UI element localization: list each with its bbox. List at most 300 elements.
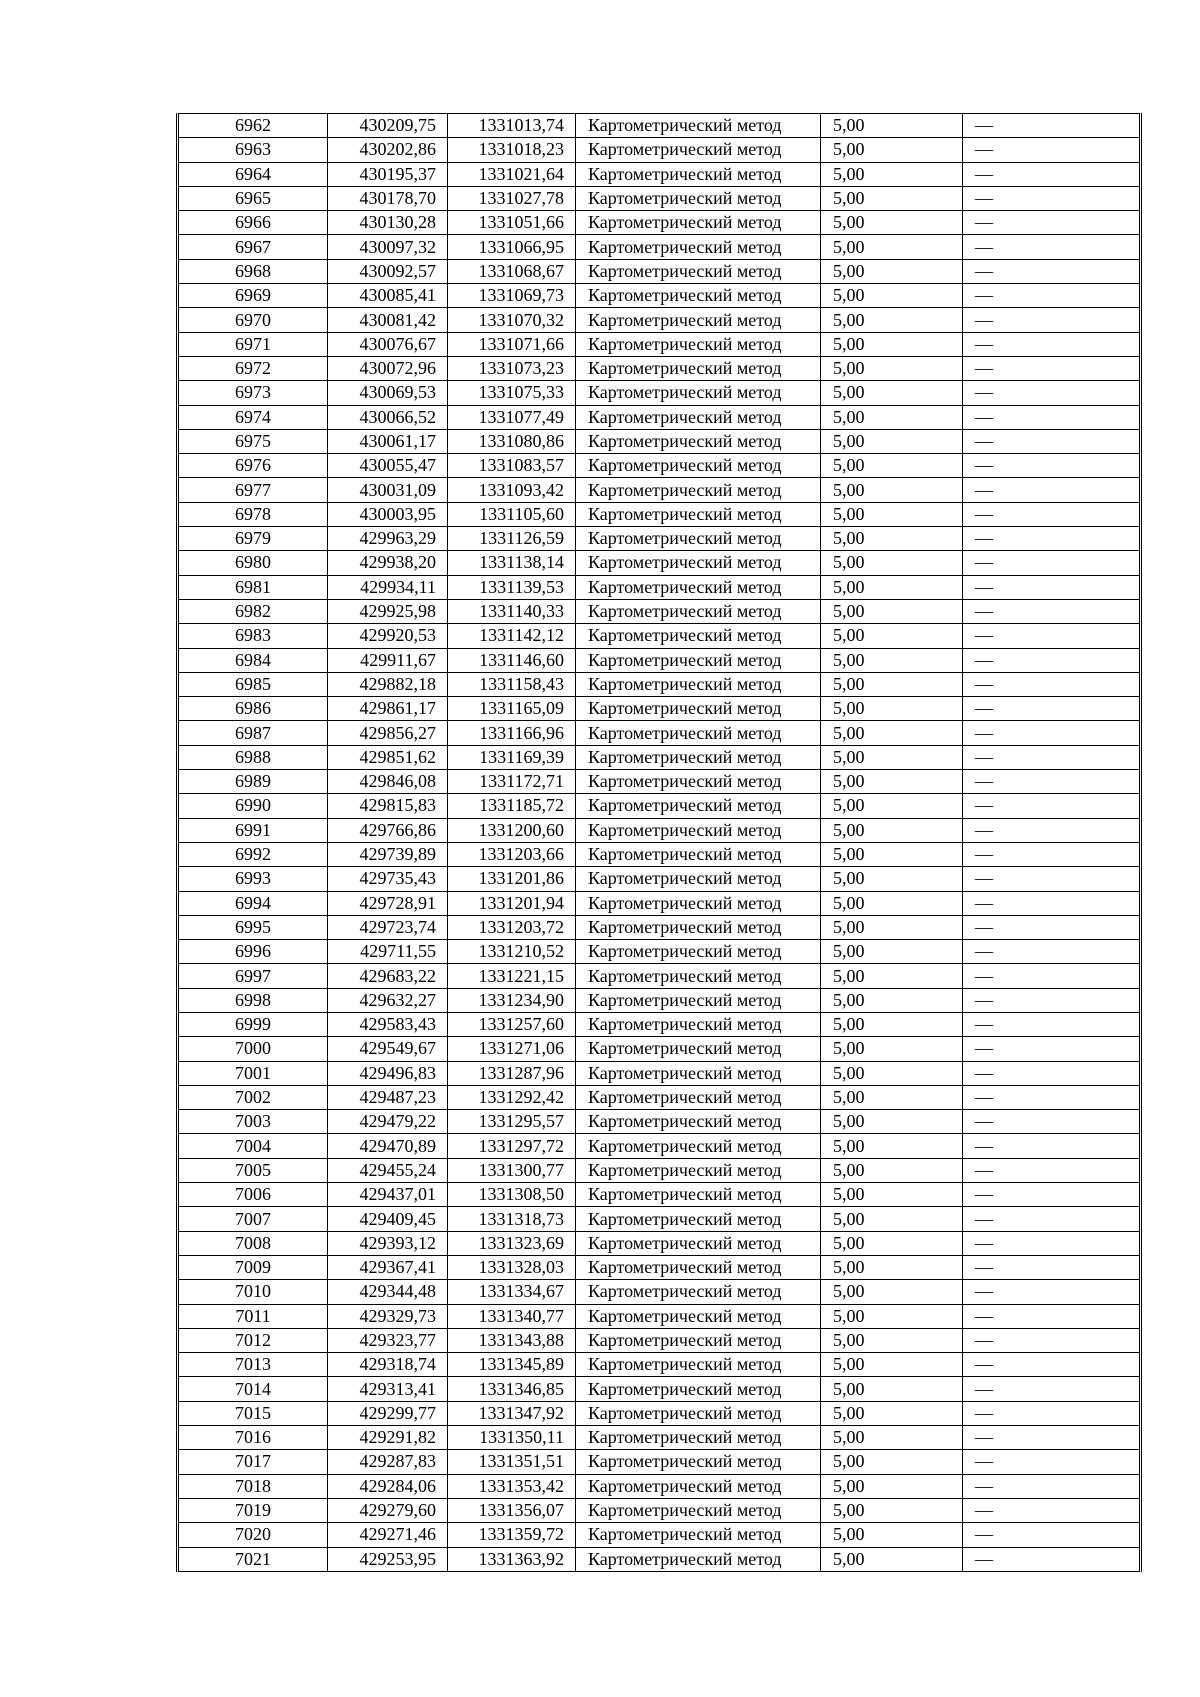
method-cell: Картометрический метод bbox=[576, 1280, 821, 1304]
table-row bbox=[178, 745, 1141, 769]
point-number-cell: 6988 bbox=[178, 745, 328, 769]
table-row bbox=[178, 599, 1141, 623]
x-coordinate-cell: 429287,83 bbox=[328, 1450, 448, 1474]
note-cell: — bbox=[963, 1353, 1141, 1377]
x-coordinate-cell: 430081,42 bbox=[328, 308, 448, 332]
accuracy-cell: 5,00 bbox=[821, 308, 963, 332]
y-coordinate-cell: 1331346,85 bbox=[448, 1377, 576, 1401]
x-coordinate-cell: 429739,89 bbox=[328, 842, 448, 866]
point-number-cell: 6978 bbox=[178, 502, 328, 526]
accuracy-cell: 5,00 bbox=[821, 1353, 963, 1377]
note-cell: — bbox=[963, 1255, 1141, 1279]
table-row bbox=[178, 988, 1141, 1012]
method-cell: Картометрический метод bbox=[576, 356, 821, 380]
point-number-cell: 6983 bbox=[178, 624, 328, 648]
table-row bbox=[178, 1328, 1141, 1352]
note-cell: — bbox=[963, 624, 1141, 648]
accuracy-cell: 5,00 bbox=[821, 988, 963, 1012]
point-number-cell: 6986 bbox=[178, 697, 328, 721]
method-cell: Картометрический метод bbox=[576, 502, 821, 526]
x-coordinate-cell: 430178,70 bbox=[328, 186, 448, 210]
note-cell: — bbox=[963, 1012, 1141, 1036]
accuracy-cell: 5,00 bbox=[821, 1523, 963, 1547]
y-coordinate-cell: 1331093,42 bbox=[448, 478, 576, 502]
y-coordinate-cell: 1331234,90 bbox=[448, 988, 576, 1012]
note-cell: — bbox=[963, 915, 1141, 939]
note-cell: — bbox=[963, 1085, 1141, 1109]
point-number-cell: 6977 bbox=[178, 478, 328, 502]
x-coordinate-cell: 429313,41 bbox=[328, 1377, 448, 1401]
point-number-cell: 6968 bbox=[178, 259, 328, 283]
table-row bbox=[178, 186, 1141, 210]
accuracy-cell: 5,00 bbox=[821, 1328, 963, 1352]
table-row bbox=[178, 1377, 1141, 1401]
point-number-cell: 7002 bbox=[178, 1085, 328, 1109]
point-number-cell: 7008 bbox=[178, 1231, 328, 1255]
note-cell: — bbox=[963, 1304, 1141, 1328]
table-row bbox=[178, 1085, 1141, 1109]
x-coordinate-cell: 430066,52 bbox=[328, 405, 448, 429]
table-row bbox=[178, 332, 1141, 356]
table-row bbox=[178, 429, 1141, 453]
point-number-cell: 6979 bbox=[178, 527, 328, 551]
x-coordinate-cell: 429470,89 bbox=[328, 1134, 448, 1158]
table-row bbox=[178, 284, 1141, 308]
point-number-cell: 6965 bbox=[178, 186, 328, 210]
method-cell: Картометрический метод bbox=[576, 1426, 821, 1450]
point-number-cell: 7015 bbox=[178, 1401, 328, 1425]
method-cell: Картометрический метод bbox=[576, 138, 821, 162]
y-coordinate-cell: 1331359,72 bbox=[448, 1523, 576, 1547]
table-row bbox=[178, 697, 1141, 721]
method-cell: Картометрический метод bbox=[576, 114, 821, 138]
y-coordinate-cell: 1331070,32 bbox=[448, 308, 576, 332]
method-cell: Картометрический метод bbox=[576, 162, 821, 186]
accuracy-cell: 5,00 bbox=[821, 1474, 963, 1498]
y-coordinate-cell: 1331013,74 bbox=[448, 114, 576, 138]
accuracy-cell: 5,00 bbox=[821, 745, 963, 769]
note-cell: — bbox=[963, 1377, 1141, 1401]
table-row bbox=[178, 1207, 1141, 1231]
method-cell: Картометрический метод bbox=[576, 672, 821, 696]
point-number-cell: 7006 bbox=[178, 1183, 328, 1207]
method-cell: Картометрический метод bbox=[576, 1401, 821, 1425]
method-cell: Картометрический метод bbox=[576, 867, 821, 891]
y-coordinate-cell: 1331210,52 bbox=[448, 940, 576, 964]
x-coordinate-cell: 429934,11 bbox=[328, 575, 448, 599]
accuracy-cell: 5,00 bbox=[821, 1134, 963, 1158]
x-coordinate-cell: 429920,53 bbox=[328, 624, 448, 648]
note-cell: — bbox=[963, 381, 1141, 405]
method-cell: Картометрический метод bbox=[576, 964, 821, 988]
y-coordinate-cell: 1331172,71 bbox=[448, 770, 576, 794]
accuracy-cell: 5,00 bbox=[821, 599, 963, 623]
method-cell: Картометрический метод bbox=[576, 1377, 821, 1401]
y-coordinate-cell: 1331069,73 bbox=[448, 284, 576, 308]
y-coordinate-cell: 1331271,06 bbox=[448, 1037, 576, 1061]
note-cell: — bbox=[963, 648, 1141, 672]
x-coordinate-cell: 429496,83 bbox=[328, 1061, 448, 1085]
table-row bbox=[178, 1450, 1141, 1474]
y-coordinate-cell: 1331080,86 bbox=[448, 429, 576, 453]
x-coordinate-cell: 429479,22 bbox=[328, 1110, 448, 1134]
y-coordinate-cell: 1331350,11 bbox=[448, 1426, 576, 1450]
table-row bbox=[178, 1012, 1141, 1036]
y-coordinate-cell: 1331328,03 bbox=[448, 1255, 576, 1279]
accuracy-cell: 5,00 bbox=[821, 1207, 963, 1231]
point-number-cell: 6999 bbox=[178, 1012, 328, 1036]
point-number-cell: 7007 bbox=[178, 1207, 328, 1231]
method-cell: Картометрический метод bbox=[576, 1328, 821, 1352]
y-coordinate-cell: 1331308,50 bbox=[448, 1183, 576, 1207]
table-body bbox=[178, 114, 1141, 1572]
y-coordinate-cell: 1331200,60 bbox=[448, 818, 576, 842]
table-row bbox=[178, 502, 1141, 526]
note-cell: — bbox=[963, 138, 1141, 162]
y-coordinate-cell: 1331287,96 bbox=[448, 1061, 576, 1085]
x-coordinate-cell: 429549,67 bbox=[328, 1037, 448, 1061]
point-number-cell: 7014 bbox=[178, 1377, 328, 1401]
x-coordinate-cell: 429409,45 bbox=[328, 1207, 448, 1231]
note-cell: — bbox=[963, 1183, 1141, 1207]
note-cell: — bbox=[963, 162, 1141, 186]
note-cell: — bbox=[963, 284, 1141, 308]
accuracy-cell: 5,00 bbox=[821, 1231, 963, 1255]
method-cell: Картометрический метод bbox=[576, 235, 821, 259]
method-cell: Картометрический метод bbox=[576, 1547, 821, 1571]
point-number-cell: 6962 bbox=[178, 114, 328, 138]
accuracy-cell: 5,00 bbox=[821, 891, 963, 915]
point-number-cell: 7010 bbox=[178, 1280, 328, 1304]
note-cell: — bbox=[963, 575, 1141, 599]
table-row bbox=[178, 964, 1141, 988]
accuracy-cell: 5,00 bbox=[821, 138, 963, 162]
x-coordinate-cell: 429851,62 bbox=[328, 745, 448, 769]
point-number-cell: 6992 bbox=[178, 842, 328, 866]
point-number-cell: 6971 bbox=[178, 332, 328, 356]
accuracy-cell: 5,00 bbox=[821, 842, 963, 866]
point-number-cell: 6989 bbox=[178, 770, 328, 794]
table-row bbox=[178, 1498, 1141, 1522]
accuracy-cell: 5,00 bbox=[821, 1012, 963, 1036]
y-coordinate-cell: 1331221,15 bbox=[448, 964, 576, 988]
note-cell: — bbox=[963, 745, 1141, 769]
method-cell: Картометрический метод bbox=[576, 599, 821, 623]
point-number-cell: 6963 bbox=[178, 138, 328, 162]
accuracy-cell: 5,00 bbox=[821, 624, 963, 648]
table-row bbox=[178, 381, 1141, 405]
y-coordinate-cell: 1331297,72 bbox=[448, 1134, 576, 1158]
y-coordinate-cell: 1331126,59 bbox=[448, 527, 576, 551]
point-number-cell: 6969 bbox=[178, 284, 328, 308]
x-coordinate-cell: 429323,77 bbox=[328, 1328, 448, 1352]
table-row bbox=[178, 672, 1141, 696]
y-coordinate-cell: 1331363,92 bbox=[448, 1547, 576, 1571]
accuracy-cell: 5,00 bbox=[821, 794, 963, 818]
method-cell: Картометрический метод bbox=[576, 1158, 821, 1182]
accuracy-cell: 5,00 bbox=[821, 1037, 963, 1061]
coordinates-table bbox=[176, 113, 1142, 1572]
note-cell: — bbox=[963, 1280, 1141, 1304]
accuracy-cell: 5,00 bbox=[821, 454, 963, 478]
y-coordinate-cell: 1331165,09 bbox=[448, 697, 576, 721]
accuracy-cell: 5,00 bbox=[821, 1255, 963, 1279]
accuracy-cell: 5,00 bbox=[821, 648, 963, 672]
accuracy-cell: 5,00 bbox=[821, 381, 963, 405]
table-row bbox=[178, 1523, 1141, 1547]
note-cell: — bbox=[963, 1426, 1141, 1450]
accuracy-cell: 5,00 bbox=[821, 1085, 963, 1109]
point-number-cell: 6980 bbox=[178, 551, 328, 575]
y-coordinate-cell: 1331073,23 bbox=[448, 356, 576, 380]
table-row bbox=[178, 1255, 1141, 1279]
x-coordinate-cell: 430031,09 bbox=[328, 478, 448, 502]
note-cell: — bbox=[963, 332, 1141, 356]
method-cell: Картометрический метод bbox=[576, 1134, 821, 1158]
method-cell: Картометрический метод bbox=[576, 915, 821, 939]
point-number-cell: 6984 bbox=[178, 648, 328, 672]
point-number-cell: 6972 bbox=[178, 356, 328, 380]
accuracy-cell: 5,00 bbox=[821, 1450, 963, 1474]
note-cell: — bbox=[963, 1110, 1141, 1134]
table-row bbox=[178, 648, 1141, 672]
table-row bbox=[178, 794, 1141, 818]
point-number-cell: 7004 bbox=[178, 1134, 328, 1158]
table-row bbox=[178, 308, 1141, 332]
method-cell: Картометрический метод bbox=[576, 1012, 821, 1036]
point-number-cell: 6987 bbox=[178, 721, 328, 745]
accuracy-cell: 5,00 bbox=[821, 672, 963, 696]
note-cell: — bbox=[963, 1207, 1141, 1231]
x-coordinate-cell: 429766,86 bbox=[328, 818, 448, 842]
y-coordinate-cell: 1331203,72 bbox=[448, 915, 576, 939]
method-cell: Картометрический метод bbox=[576, 988, 821, 1012]
y-coordinate-cell: 1331077,49 bbox=[448, 405, 576, 429]
accuracy-cell: 5,00 bbox=[821, 478, 963, 502]
note-cell: — bbox=[963, 1450, 1141, 1474]
accuracy-cell: 5,00 bbox=[821, 1280, 963, 1304]
y-coordinate-cell: 1331300,77 bbox=[448, 1158, 576, 1182]
y-coordinate-cell: 1331353,42 bbox=[448, 1474, 576, 1498]
y-coordinate-cell: 1331295,57 bbox=[448, 1110, 576, 1134]
y-coordinate-cell: 1331340,77 bbox=[448, 1304, 576, 1328]
x-coordinate-cell: 430055,47 bbox=[328, 454, 448, 478]
x-coordinate-cell: 430195,37 bbox=[328, 162, 448, 186]
x-coordinate-cell: 429925,98 bbox=[328, 599, 448, 623]
table-row bbox=[178, 1134, 1141, 1158]
note-cell: — bbox=[963, 1401, 1141, 1425]
method-cell: Картометрический метод bbox=[576, 454, 821, 478]
note-cell: — bbox=[963, 1158, 1141, 1182]
method-cell: Картометрический метод bbox=[576, 891, 821, 915]
x-coordinate-cell: 429938,20 bbox=[328, 551, 448, 575]
accuracy-cell: 5,00 bbox=[821, 114, 963, 138]
method-cell: Картометрический метод bbox=[576, 211, 821, 235]
y-coordinate-cell: 1331169,39 bbox=[448, 745, 576, 769]
method-cell: Картометрический метод bbox=[576, 1450, 821, 1474]
point-number-cell: 6975 bbox=[178, 429, 328, 453]
x-coordinate-cell: 429815,83 bbox=[328, 794, 448, 818]
note-cell: — bbox=[963, 988, 1141, 1012]
method-cell: Картометрический метод bbox=[576, 429, 821, 453]
accuracy-cell: 5,00 bbox=[821, 1304, 963, 1328]
method-cell: Картометрический метод bbox=[576, 1353, 821, 1377]
y-coordinate-cell: 1331334,67 bbox=[448, 1280, 576, 1304]
x-coordinate-cell: 429683,22 bbox=[328, 964, 448, 988]
point-number-cell: 7011 bbox=[178, 1304, 328, 1328]
method-cell: Картометрический метод bbox=[576, 721, 821, 745]
note-cell: — bbox=[963, 1037, 1141, 1061]
accuracy-cell: 5,00 bbox=[821, 429, 963, 453]
point-number-cell: 7003 bbox=[178, 1110, 328, 1134]
y-coordinate-cell: 1331318,73 bbox=[448, 1207, 576, 1231]
point-number-cell: 6966 bbox=[178, 211, 328, 235]
method-cell: Картометрический метод bbox=[576, 1207, 821, 1231]
point-number-cell: 6985 bbox=[178, 672, 328, 696]
accuracy-cell: 5,00 bbox=[821, 1377, 963, 1401]
x-coordinate-cell: 429284,06 bbox=[328, 1474, 448, 1498]
method-cell: Картометрический метод bbox=[576, 842, 821, 866]
method-cell: Картометрический метод bbox=[576, 1110, 821, 1134]
x-coordinate-cell: 429861,17 bbox=[328, 697, 448, 721]
x-coordinate-cell: 429487,23 bbox=[328, 1085, 448, 1109]
note-cell: — bbox=[963, 1231, 1141, 1255]
x-coordinate-cell: 430130,28 bbox=[328, 211, 448, 235]
x-coordinate-cell: 429344,48 bbox=[328, 1280, 448, 1304]
note-cell: — bbox=[963, 891, 1141, 915]
table-row bbox=[178, 770, 1141, 794]
table-row bbox=[178, 1061, 1141, 1085]
x-coordinate-cell: 429723,74 bbox=[328, 915, 448, 939]
point-number-cell: 6967 bbox=[178, 235, 328, 259]
point-number-cell: 6991 bbox=[178, 818, 328, 842]
method-cell: Картометрический метод bbox=[576, 770, 821, 794]
note-cell: — bbox=[963, 1328, 1141, 1352]
note-cell: — bbox=[963, 1523, 1141, 1547]
table-row bbox=[178, 405, 1141, 429]
point-number-cell: 7013 bbox=[178, 1353, 328, 1377]
note-cell: — bbox=[963, 429, 1141, 453]
point-number-cell: 7021 bbox=[178, 1547, 328, 1571]
note-cell: — bbox=[963, 818, 1141, 842]
note-cell: — bbox=[963, 1061, 1141, 1085]
accuracy-cell: 5,00 bbox=[821, 1183, 963, 1207]
y-coordinate-cell: 1331051,66 bbox=[448, 211, 576, 235]
method-cell: Картометрический метод bbox=[576, 1183, 821, 1207]
x-coordinate-cell: 429711,55 bbox=[328, 940, 448, 964]
x-coordinate-cell: 429911,67 bbox=[328, 648, 448, 672]
x-coordinate-cell: 429367,41 bbox=[328, 1255, 448, 1279]
x-coordinate-cell: 430209,75 bbox=[328, 114, 448, 138]
method-cell: Картометрический метод bbox=[576, 478, 821, 502]
note-cell: — bbox=[963, 940, 1141, 964]
note-cell: — bbox=[963, 356, 1141, 380]
accuracy-cell: 5,00 bbox=[821, 356, 963, 380]
y-coordinate-cell: 1331027,78 bbox=[448, 186, 576, 210]
y-coordinate-cell: 1331139,53 bbox=[448, 575, 576, 599]
note-cell: — bbox=[963, 114, 1141, 138]
x-coordinate-cell: 429299,77 bbox=[328, 1401, 448, 1425]
point-number-cell: 6981 bbox=[178, 575, 328, 599]
method-cell: Картометрический метод bbox=[576, 745, 821, 769]
accuracy-cell: 5,00 bbox=[821, 551, 963, 575]
accuracy-cell: 5,00 bbox=[821, 1158, 963, 1182]
x-coordinate-cell: 429583,43 bbox=[328, 1012, 448, 1036]
point-number-cell: 6970 bbox=[178, 308, 328, 332]
y-coordinate-cell: 1331146,60 bbox=[448, 648, 576, 672]
point-number-cell: 7019 bbox=[178, 1498, 328, 1522]
method-cell: Картометрический метод bbox=[576, 1304, 821, 1328]
table-row bbox=[178, 114, 1141, 138]
table-row bbox=[178, 940, 1141, 964]
note-cell: — bbox=[963, 259, 1141, 283]
y-coordinate-cell: 1331203,66 bbox=[448, 842, 576, 866]
table-row bbox=[178, 1183, 1141, 1207]
accuracy-cell: 5,00 bbox=[821, 1426, 963, 1450]
y-coordinate-cell: 1331158,43 bbox=[448, 672, 576, 696]
x-coordinate-cell: 429318,74 bbox=[328, 1353, 448, 1377]
x-coordinate-cell: 429329,73 bbox=[328, 1304, 448, 1328]
y-coordinate-cell: 1331323,69 bbox=[448, 1231, 576, 1255]
table-row bbox=[178, 356, 1141, 380]
y-coordinate-cell: 1331201,86 bbox=[448, 867, 576, 891]
point-number-cell: 6995 bbox=[178, 915, 328, 939]
table-row bbox=[178, 624, 1141, 648]
point-number-cell: 7000 bbox=[178, 1037, 328, 1061]
method-cell: Картометрический метод bbox=[576, 381, 821, 405]
accuracy-cell: 5,00 bbox=[821, 818, 963, 842]
accuracy-cell: 5,00 bbox=[821, 915, 963, 939]
point-number-cell: 7001 bbox=[178, 1061, 328, 1085]
y-coordinate-cell: 1331142,12 bbox=[448, 624, 576, 648]
table-row bbox=[178, 551, 1141, 575]
method-cell: Картометрический метод bbox=[576, 1061, 821, 1085]
y-coordinate-cell: 1331351,51 bbox=[448, 1450, 576, 1474]
note-cell: — bbox=[963, 867, 1141, 891]
y-coordinate-cell: 1331105,60 bbox=[448, 502, 576, 526]
x-coordinate-cell: 430092,57 bbox=[328, 259, 448, 283]
x-coordinate-cell: 430085,41 bbox=[328, 284, 448, 308]
accuracy-cell: 5,00 bbox=[821, 697, 963, 721]
accuracy-cell: 5,00 bbox=[821, 162, 963, 186]
point-number-cell: 7020 bbox=[178, 1523, 328, 1547]
table-row bbox=[178, 818, 1141, 842]
x-coordinate-cell: 430072,96 bbox=[328, 356, 448, 380]
method-cell: Картометрический метод bbox=[576, 332, 821, 356]
accuracy-cell: 5,00 bbox=[821, 502, 963, 526]
method-cell: Картометрический метод bbox=[576, 259, 821, 283]
accuracy-cell: 5,00 bbox=[821, 940, 963, 964]
table-row bbox=[178, 1280, 1141, 1304]
y-coordinate-cell: 1331071,66 bbox=[448, 332, 576, 356]
x-coordinate-cell: 429856,27 bbox=[328, 721, 448, 745]
y-coordinate-cell: 1331021,64 bbox=[448, 162, 576, 186]
table-row bbox=[178, 575, 1141, 599]
x-coordinate-cell: 429963,29 bbox=[328, 527, 448, 551]
table-row bbox=[178, 721, 1141, 745]
x-coordinate-cell: 429846,08 bbox=[328, 770, 448, 794]
accuracy-cell: 5,00 bbox=[821, 211, 963, 235]
method-cell: Картометрический метод bbox=[576, 186, 821, 210]
accuracy-cell: 5,00 bbox=[821, 405, 963, 429]
x-coordinate-cell: 429437,01 bbox=[328, 1183, 448, 1207]
point-number-cell: 7017 bbox=[178, 1450, 328, 1474]
table-row bbox=[178, 235, 1141, 259]
accuracy-cell: 5,00 bbox=[821, 332, 963, 356]
y-coordinate-cell: 1331345,89 bbox=[448, 1353, 576, 1377]
x-coordinate-cell: 429291,82 bbox=[328, 1426, 448, 1450]
x-coordinate-cell: 429271,46 bbox=[328, 1523, 448, 1547]
